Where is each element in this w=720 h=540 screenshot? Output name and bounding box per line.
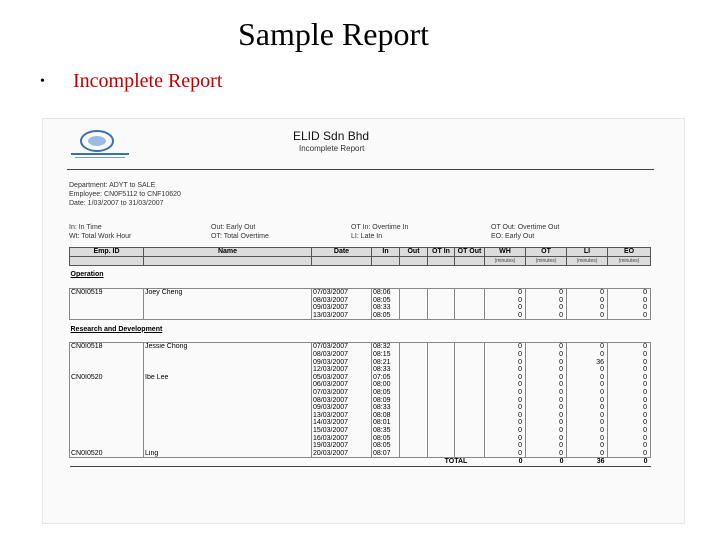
legend-col-2 [211, 223, 269, 241]
cell-wh: 0 [485, 427, 526, 435]
cell-in: 08:35 [372, 427, 400, 435]
cell-name [144, 312, 312, 320]
employee-filter: Employee: CN0F5112 to CNF10620 [69, 191, 181, 198]
cell-ot: 0 [526, 435, 567, 443]
cell-date: 06/03/2007 [312, 381, 372, 389]
column-header: Date [312, 248, 372, 257]
cell-name [144, 304, 312, 312]
cell-eo: 0 [608, 442, 651, 450]
cell-ot-in [428, 374, 455, 382]
cell-in: 08:06 [372, 289, 400, 297]
bullet-text: Incomplete Report [73, 70, 223, 92]
cell-wh: 0 [485, 404, 526, 412]
cell-emp-id [70, 366, 144, 374]
cell-date: 05/03/2007 [312, 374, 372, 382]
slide-title: Sample Report [237, 16, 430, 52]
cell-emp-id [70, 412, 144, 420]
cell-ot-in [428, 419, 455, 427]
cell-in: 08:01 [372, 419, 400, 427]
units-cell: (minutes) [567, 257, 608, 266]
cell-li: 0 [567, 419, 608, 427]
spacer-cell [70, 280, 651, 289]
cell-ot: 0 [526, 359, 567, 367]
report-type: Incomplete Report [299, 144, 365, 153]
cell-wh: 0 [485, 397, 526, 405]
table-row [70, 419, 651, 427]
cell-ot-out [455, 304, 485, 312]
cell-wh: 0 [485, 312, 526, 320]
cell-date: 09/03/2007 [312, 404, 372, 412]
cell-date: 07/03/2007 [312, 389, 372, 397]
column-header: Name [144, 248, 312, 257]
department-filter: Department: ADYT to SALE [69, 182, 156, 189]
total-blank-cell [400, 458, 428, 467]
cell-wh: 0 [485, 442, 526, 450]
cell-eo: 0 [608, 343, 651, 351]
cell-ot: 0 [526, 389, 567, 397]
spacer-cell [70, 334, 651, 343]
cell-eo: 0 [608, 351, 651, 359]
cell-name [144, 389, 312, 397]
cell-eo: 0 [608, 297, 651, 305]
cell-ot: 0 [526, 374, 567, 382]
spacer-row [70, 280, 651, 289]
cell-date: 09/03/2007 [312, 304, 372, 312]
cell-ot: 0 [526, 304, 567, 312]
cell-name: Ibe Lee [144, 374, 312, 382]
cell-wh: 0 [485, 435, 526, 443]
table-row [70, 450, 651, 458]
units-cell [312, 257, 372, 266]
table-row [70, 343, 651, 351]
cell-in: 08:05 [372, 435, 400, 443]
cell-li: 0 [567, 397, 608, 405]
cell-eo: 0 [608, 412, 651, 420]
column-header: LI [567, 248, 608, 257]
cell-eo: 0 [608, 304, 651, 312]
legend-entry: Wt: Total Work Hour [69, 233, 132, 240]
total-li: 36 [567, 458, 608, 467]
cell-emp-id: CN0I0519 [70, 289, 144, 297]
cell-ot-in [428, 343, 455, 351]
table-row [70, 412, 651, 420]
cell-name: Jessie Chong [144, 343, 312, 351]
cell-date: 20/03/2007 [312, 450, 372, 458]
cell-date: 09/03/2007 [312, 359, 372, 367]
cell-ot-in [428, 389, 455, 397]
section-name: Operation [70, 271, 104, 279]
table-row [70, 366, 651, 374]
cell-wh: 0 [485, 289, 526, 297]
cell-date: 15/03/2007 [312, 427, 372, 435]
cell-ot: 0 [526, 297, 567, 305]
units-cell: (minutes) [526, 257, 567, 266]
cell-date: 08/03/2007 [312, 397, 372, 405]
cell-eo: 0 [608, 366, 651, 374]
report-table [69, 247, 651, 467]
table-row [70, 312, 651, 320]
cell-emp-id [70, 404, 144, 412]
cell-in: 08:21 [372, 359, 400, 367]
legend-entry: LI: Late In [351, 233, 383, 240]
cell-in: 08:33 [372, 404, 400, 412]
cell-li: 0 [567, 351, 608, 359]
cell-out [400, 381, 428, 389]
cell-ot: 0 [526, 397, 567, 405]
cell-out [400, 397, 428, 405]
cell-out [400, 389, 428, 397]
bullet-dot-icon: • [40, 74, 45, 90]
cell-li: 0 [567, 381, 608, 389]
cell-eo: 0 [608, 435, 651, 443]
table-row [70, 289, 651, 297]
legend-entry: OT In: Overtime In [351, 224, 409, 231]
cell-ot: 0 [526, 412, 567, 420]
cell-eo: 0 [608, 381, 651, 389]
legend-entry: Out: Early Out [211, 224, 256, 231]
cell-li: 0 [567, 289, 608, 297]
legend-entry: EO: Early Out [491, 233, 535, 240]
cell-ot-in [428, 304, 455, 312]
cell-eo: 0 [608, 312, 651, 320]
cell-name [144, 297, 312, 305]
cell-emp-id [70, 442, 144, 450]
cell-eo: 0 [608, 397, 651, 405]
table-row [70, 351, 651, 359]
cell-emp-id [70, 351, 144, 359]
table-row [70, 435, 651, 443]
total-blank-cell [144, 458, 312, 467]
cell-date: 07/03/2007 [312, 343, 372, 351]
units-cell [70, 257, 144, 266]
table-row [70, 404, 651, 412]
legend-entry: OT Out: Overtime Out [491, 224, 560, 231]
cell-ot-out [455, 381, 485, 389]
cell-wh: 0 [485, 419, 526, 427]
cell-out [400, 343, 428, 351]
cell-ot: 0 [526, 450, 567, 458]
cell-ot-out [455, 366, 485, 374]
legend-entry: OT: Total Overtime [211, 233, 269, 240]
cell-out [400, 359, 428, 367]
cell-out [400, 419, 428, 427]
total-ot: 0 [526, 458, 567, 467]
table-row [70, 397, 651, 405]
cell-name [144, 359, 312, 367]
cell-emp-id: CN0I0518 [70, 343, 144, 351]
cell-out [400, 366, 428, 374]
column-header: In [372, 248, 400, 257]
cell-out [400, 450, 428, 458]
cell-ot-in [428, 312, 455, 320]
cell-ot: 0 [526, 419, 567, 427]
cell-li: 0 [567, 374, 608, 382]
cell-name [144, 404, 312, 412]
cell-li: 0 [567, 312, 608, 320]
table-row [70, 297, 651, 305]
cell-ot-in [428, 351, 455, 359]
cell-emp-id [70, 427, 144, 435]
units-cell [455, 257, 485, 266]
cell-ot: 0 [526, 404, 567, 412]
column-header: EO [608, 248, 651, 257]
column-header: Emp. ID [70, 248, 144, 257]
cell-out [400, 412, 428, 420]
cell-date: 13/03/2007 [312, 412, 372, 420]
cell-ot-out [455, 389, 485, 397]
cell-emp-id: CN0I0520 [70, 450, 144, 458]
table-row [70, 427, 651, 435]
cell-in: 08:09 [372, 397, 400, 405]
cell-ot-in [428, 297, 455, 305]
report-image [42, 118, 685, 524]
units-cell: (minutes) [485, 257, 526, 266]
cell-in: 08:05 [372, 389, 400, 397]
cell-ot-out [455, 435, 485, 443]
cell-out [400, 351, 428, 359]
cell-li: 0 [567, 450, 608, 458]
cell-ot: 0 [526, 289, 567, 297]
legend-entry: In: In Time [69, 224, 102, 231]
cell-name [144, 412, 312, 420]
cell-ot-out [455, 297, 485, 305]
cell-li: 0 [567, 404, 608, 412]
cell-date: 07/03/2007 [312, 289, 372, 297]
cell-emp-id [70, 381, 144, 389]
cell-in: 08:33 [372, 366, 400, 374]
cell-in: 08:33 [372, 304, 400, 312]
cell-name [144, 366, 312, 374]
cell-ot: 0 [526, 381, 567, 389]
date-filter: Date: 1/03/2007 to 31/03/2007 [69, 200, 164, 207]
legend-col-1 [69, 223, 131, 241]
cell-ot-out [455, 343, 485, 351]
cell-out [400, 427, 428, 435]
cell-ot-out [455, 289, 485, 297]
cell-emp-id: CN0I0520 [70, 374, 144, 382]
cell-name [144, 442, 312, 450]
section-name: Research and Development [70, 325, 163, 333]
cell-name: Ling [144, 450, 312, 458]
column-header: OT Out [455, 248, 485, 257]
cell-wh: 0 [485, 343, 526, 351]
cell-out [400, 435, 428, 443]
cell-emp-id [70, 435, 144, 443]
cell-ot-out [455, 427, 485, 435]
cell-in: 08:15 [372, 351, 400, 359]
cell-ot-in [428, 381, 455, 389]
cell-ot-in [428, 427, 455, 435]
cell-name [144, 381, 312, 389]
legend-col-4 [491, 223, 559, 241]
cell-eo: 0 [608, 289, 651, 297]
cell-emp-id [70, 312, 144, 320]
units-cell [428, 257, 455, 266]
cell-out [400, 374, 428, 382]
cell-wh: 0 [485, 412, 526, 420]
cell-ot-in [428, 450, 455, 458]
cell-in: 08:32 [372, 343, 400, 351]
cell-ot-out [455, 442, 485, 450]
total-blank-cell [372, 458, 400, 467]
cell-wh: 0 [485, 374, 526, 382]
cell-emp-id [70, 397, 144, 405]
company-logo-icon [69, 127, 131, 161]
cell-out [400, 312, 428, 320]
cell-ot-in [428, 289, 455, 297]
section-header [70, 320, 651, 335]
cell-eo: 0 [608, 450, 651, 458]
cell-out [400, 442, 428, 450]
cell-ot-out [455, 374, 485, 382]
units-cell [144, 257, 312, 266]
cell-ot-in [428, 359, 455, 367]
table-row [70, 381, 651, 389]
cell-li: 0 [567, 412, 608, 420]
table-header [70, 248, 651, 257]
cell-li: 0 [567, 389, 608, 397]
units-cell [400, 257, 428, 266]
spacer-row [70, 334, 651, 343]
cell-ot-out [455, 450, 485, 458]
cell-ot: 0 [526, 442, 567, 450]
report-filters [69, 181, 181, 208]
cell-ot-in [428, 412, 455, 420]
cell-ot-out [455, 312, 485, 320]
cell-emp-id [70, 304, 144, 312]
cell-eo: 0 [608, 427, 651, 435]
cell-wh: 0 [485, 450, 526, 458]
cell-li: 36 [567, 359, 608, 367]
total-eo: 0 [608, 458, 651, 467]
bullet-item [40, 70, 222, 93]
cell-emp-id [70, 359, 144, 367]
cell-in: 08:08 [372, 412, 400, 420]
cell-date: 16/03/2007 [312, 435, 372, 443]
cell-date: 12/03/2007 [312, 366, 372, 374]
cell-ot-out [455, 397, 485, 405]
cell-li: 0 [567, 442, 608, 450]
cell-date: 08/03/2007 [312, 351, 372, 359]
cell-date: 19/03/2007 [312, 442, 372, 450]
cell-ot: 0 [526, 427, 567, 435]
cell-ot-in [428, 404, 455, 412]
cell-eo: 0 [608, 374, 651, 382]
total-wh: 0 [485, 458, 526, 467]
cell-wh: 0 [485, 351, 526, 359]
table-units-row [70, 257, 651, 266]
cell-date: 14/03/2007 [312, 419, 372, 427]
cell-wh: 0 [485, 381, 526, 389]
cell-ot-in [428, 442, 455, 450]
table-row [70, 304, 651, 312]
cell-out [400, 289, 428, 297]
cell-li: 0 [567, 435, 608, 443]
total-blank-cell [312, 458, 372, 467]
cell-ot: 0 [526, 366, 567, 374]
cell-ot-in [428, 435, 455, 443]
cell-date: 08/03/2007 [312, 297, 372, 305]
cell-out [400, 304, 428, 312]
cell-wh: 0 [485, 389, 526, 397]
cell-in: 08:05 [372, 312, 400, 320]
cell-name [144, 435, 312, 443]
cell-li: 0 [567, 366, 608, 374]
column-header: Out [400, 248, 428, 257]
cell-in: 07:05 [372, 374, 400, 382]
table-row [70, 442, 651, 450]
column-header: OT In [428, 248, 455, 257]
cell-name [144, 419, 312, 427]
cell-ot-in [428, 366, 455, 374]
total-row [70, 458, 651, 467]
cell-ot-in [428, 397, 455, 405]
cell-ot: 0 [526, 343, 567, 351]
cell-in: 08:05 [372, 297, 400, 305]
cell-eo: 0 [608, 359, 651, 367]
section-header [70, 266, 651, 281]
cell-out [400, 297, 428, 305]
cell-name [144, 351, 312, 359]
cell-ot-out [455, 359, 485, 367]
total-blank-cell [70, 458, 144, 467]
cell-eo: 0 [608, 404, 651, 412]
cell-wh: 0 [485, 297, 526, 305]
column-header: WH [485, 248, 526, 257]
cell-ot-out [455, 404, 485, 412]
table-row [70, 359, 651, 367]
cell-ot: 0 [526, 351, 567, 359]
cell-li: 0 [567, 297, 608, 305]
cell-emp-id [70, 297, 144, 305]
cell-wh: 0 [485, 366, 526, 374]
cell-name: Joey Cheng [144, 289, 312, 297]
cell-ot-out [455, 419, 485, 427]
cell-eo: 0 [608, 389, 651, 397]
cell-ot: 0 [526, 312, 567, 320]
cell-name [144, 397, 312, 405]
cell-in: 08:05 [372, 442, 400, 450]
cell-li: 0 [567, 427, 608, 435]
cell-li: 0 [567, 343, 608, 351]
table-row [70, 389, 651, 397]
cell-wh: 0 [485, 304, 526, 312]
cell-ot-out [455, 351, 485, 359]
cell-out [400, 404, 428, 412]
cell-emp-id [70, 419, 144, 427]
table-row [70, 374, 651, 382]
legend-col-3 [351, 223, 408, 241]
cell-ot-out [455, 412, 485, 420]
cell-date: 13/03/2007 [312, 312, 372, 320]
company-name: ELID Sdn Bhd [293, 129, 370, 143]
cell-li: 0 [567, 304, 608, 312]
header-divider [67, 169, 654, 170]
cell-in: 08:07 [372, 450, 400, 458]
total-label: TOTAL [428, 458, 485, 467]
units-cell [372, 257, 400, 266]
cell-name [144, 427, 312, 435]
cell-eo: 0 [608, 419, 651, 427]
units-cell: (minutes) [608, 257, 651, 266]
cell-in: 08:00 [372, 381, 400, 389]
cell-emp-id [70, 389, 144, 397]
cell-wh: 0 [485, 359, 526, 367]
column-header: OT [526, 248, 567, 257]
